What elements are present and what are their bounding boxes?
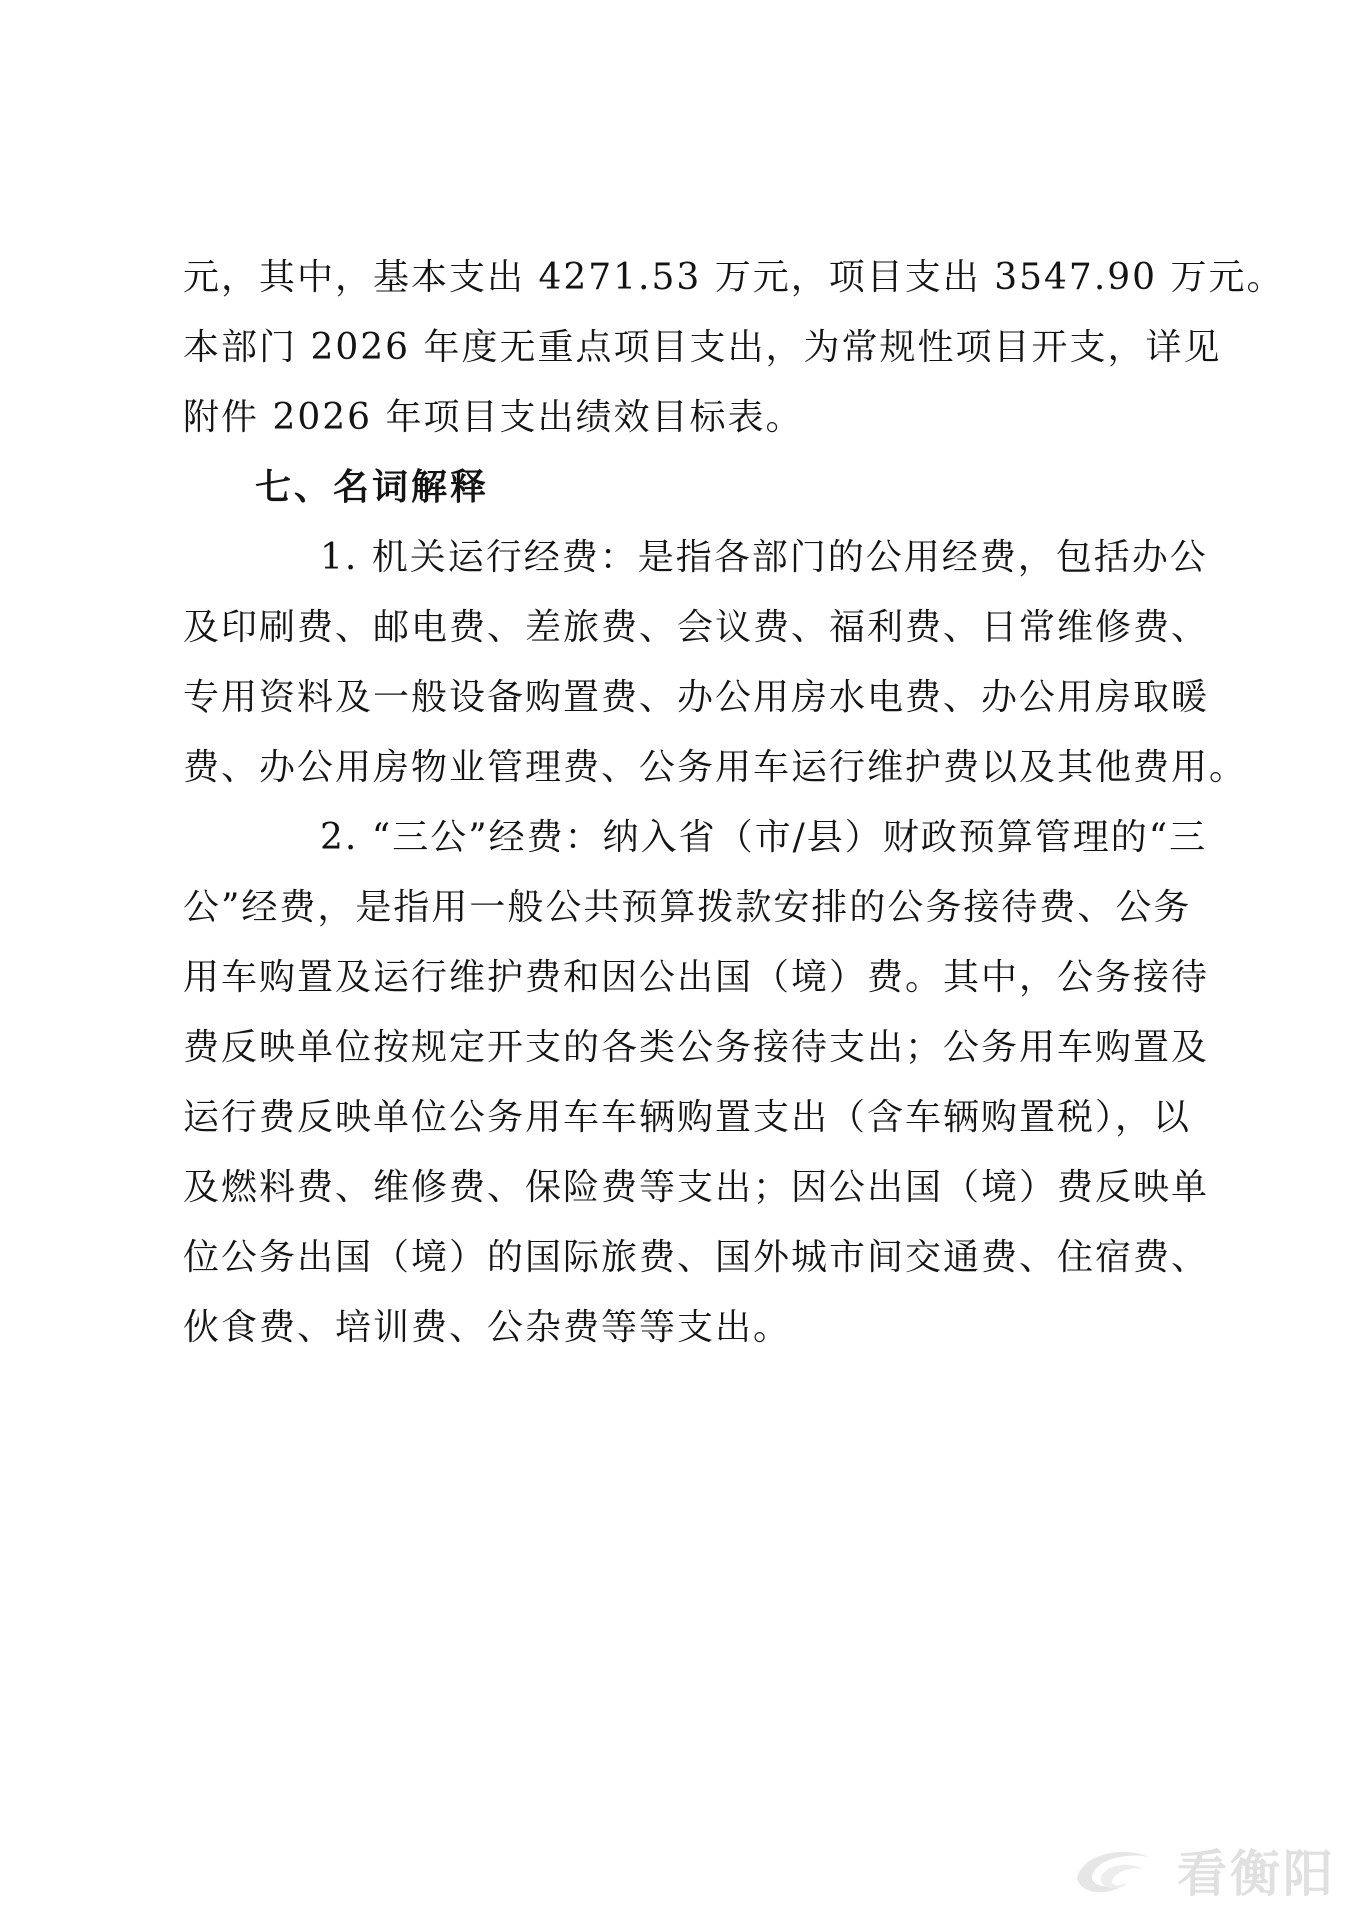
section-heading: 七、名词解释	[255, 467, 490, 508]
paragraph-line: 附件 2026 年项目支出绩效目标表。	[183, 397, 804, 438]
definition-item-1-line: 专用资料及一般设备购置费、办公用房水电费、办公用房取暖	[183, 677, 1210, 718]
definition-item-2-line: 2. “三公”经费：纳入省（市/县）财政预算管理的“三	[320, 817, 1208, 858]
definition-item-2-line: 运行费反映单位公务用车车辆购置支出（含车辆购置税），以	[183, 1097, 1192, 1138]
watermark-text: 看衡阳	[1177, 1845, 1336, 1903]
paragraph-line: 元，其中，基本支出 4271.53 万元，项目支出 3547.90 万元。	[183, 257, 1285, 298]
definition-item-2-line: 及燃料费、维修费、保险费等支出；因公出国（境）费反映单	[183, 1167, 1210, 1208]
definition-item-2-line: 伙食费、培训费、公杂费等等支出。	[183, 1307, 792, 1348]
swirl-logo-icon	[1071, 1841, 1163, 1899]
watermark	[1071, 1834, 1336, 1906]
paragraph-line: 本部门 2026 年度无重点项目支出，为常规性项目开支，详见	[183, 327, 1222, 368]
definition-item-1-line: 1. 机关运行经费：是指各部门的公用经费，包括办公	[320, 537, 1208, 578]
definition-item-2-line: 费反映单位按规定开支的各类公务接待支出；公务用车购置及	[183, 1027, 1210, 1068]
definition-item-2-line: 位公务出国（境）的国际旅费、国外城市间交通费、住宿费、	[183, 1237, 1210, 1278]
definition-item-2-line: 公”经费，是指用一般公共预算拨款安排的公务接待费、公务	[183, 887, 1192, 928]
definition-item-1-line: 费、办公用房物业管理费、公务用车运行维护费以及其他费用。	[183, 747, 1248, 788]
definition-item-1-line: 及印刷费、邮电费、差旅费、会议费、福利费、日常维修费、	[183, 607, 1210, 648]
definition-item-2-line: 用车购置及运行维护费和因公出国（境）费。其中，公务接待	[183, 957, 1210, 998]
